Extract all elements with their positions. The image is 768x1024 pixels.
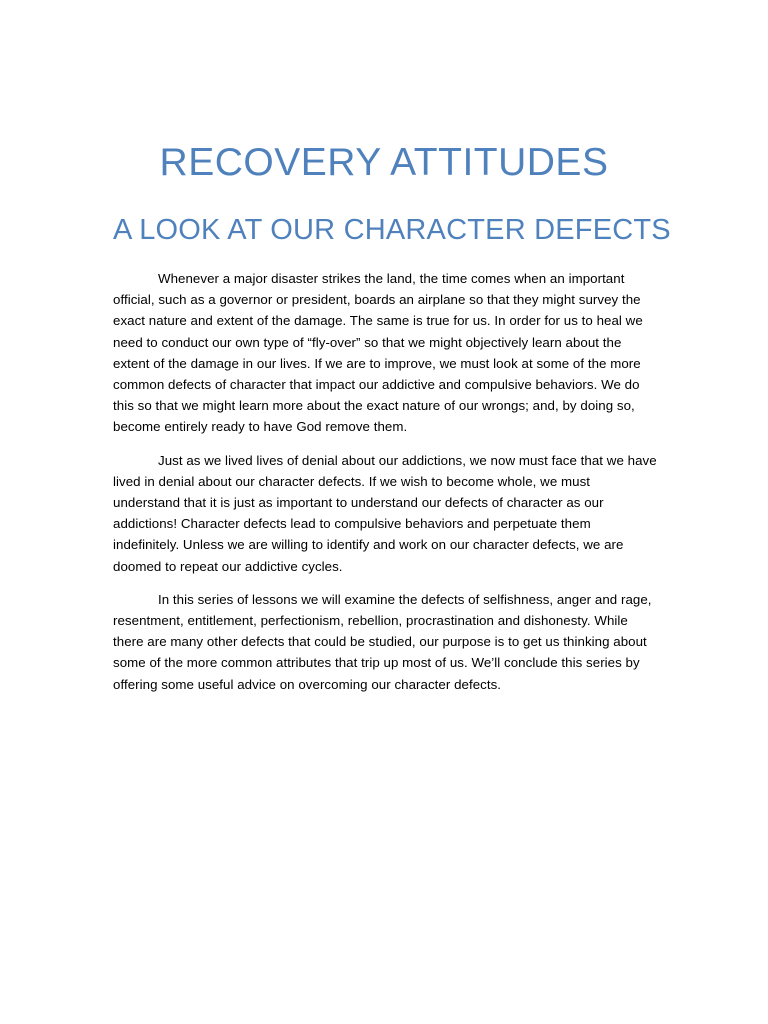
paragraph-1: Whenever a major disaster strikes the land, the time comes when an important official, such as a governor or president, boards an airplane so that they might survey the exact nature and extent of the damage. The same is true for us. In order for us to heal we need to conduct our own type of “fly-over” so that we might objectively learn about the extent of the damage in our lives. If we are to improve, we must look at some of the more common defects of character that impact our addictive and compulsive behaviors. We do this so that we might learn more about the exact nature of our wrongs; and, by doing so, become entirely ready to have God remove them.: [113, 271, 643, 435]
document-body: [113, 268, 658, 707]
paragraph-2: Just as we lived lives of denial about our addictions, we now must face that we have lived in denial about our character defects. If we wish to become whole, we must understand that it is just as important to understand our defects of character as our addictions! Character defects lead to compulsive behaviors and perpetuate them indefinitely. Unless we are willing to identify and work on our character defects, we are doomed to repeat our addictive cycles.: [113, 452, 657, 574]
document-title: RECOVERY ATTITUDES: [159, 141, 609, 184]
document-subtitle: A LOOK AT OUR CHARACTER DEFECTS: [113, 214, 671, 246]
paragraph-3: In this series of lessons we will examine the defects of selfishness, anger and rage, resentment, entitlement, perfectionism, rebellion, procrastination and dishonesty. While there are many other defects that could be studied, our purpose is to get us thinking about some of the more common attributes that trip up most of us. We’ll conclude this series by offering some useful advice on overcoming our character defects.: [113, 591, 652, 692]
